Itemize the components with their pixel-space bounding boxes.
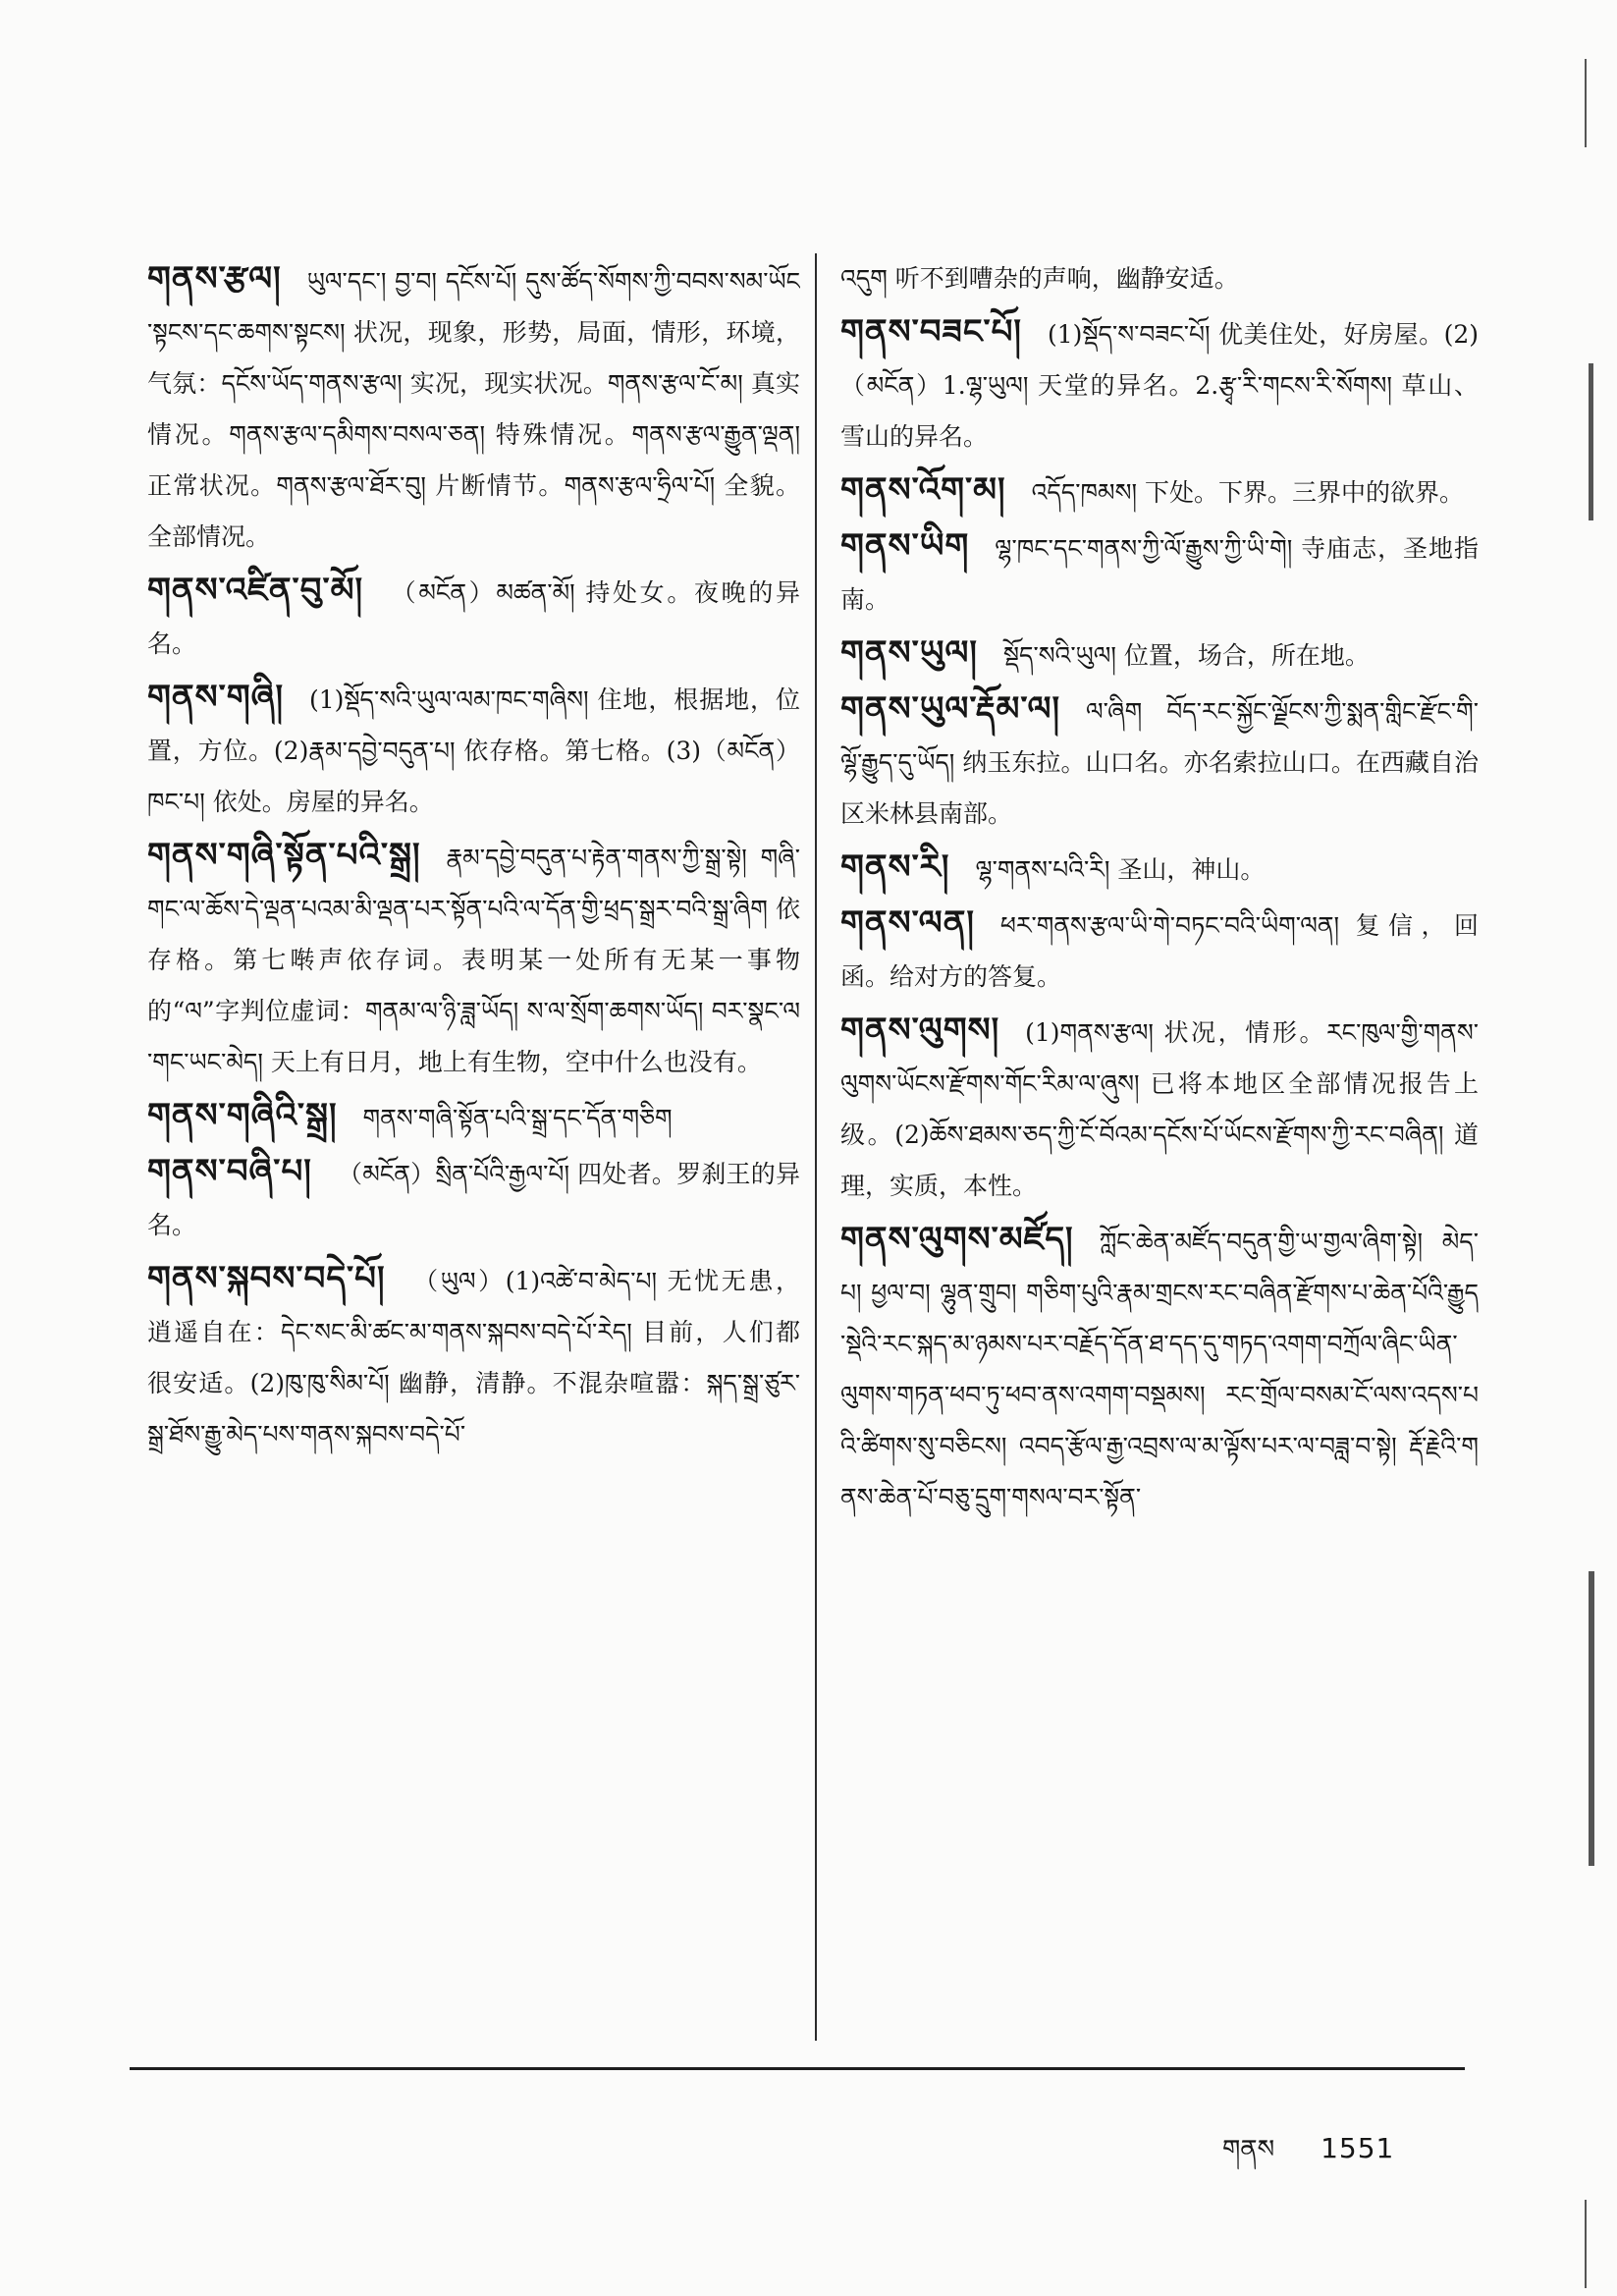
entry-definition: རྣམ་དབྱེ་བདུན་པ་རྟེན་གནས་ཀྱི་སྒྲ་སྟེ། གཞི་གང་ལ་ཆོས་དེ་ལྡན་པའམ་མི་ལྡན་པར་སྟོན་པའི་ལ་དོན་གྱི་ཕྲད་སྒྲར་བའི་སྒྲ་ཞིག 依存格。第七啭声依存词。表明某一处所有无某一事物的“ལ”字判位虚词：གནམ་ལ་ཉི་ཟླ་ཡོད། ས་ལ་སྲོག་ཆགས་ཡོད། བར་སྣང་ལ་གང་ཡང་མེད། 天上有日月，地上有生物，空中什么也没有。 bbox=[147, 844, 800, 1076]
entry-definition: ཕར་གནས་རྩལ་ཡི་གེ་བཏང་བའི་ཡིག་ལན། 复信，回函。给对方的答复。 bbox=[840, 911, 1479, 991]
page-footer bbox=[1222, 2121, 1394, 2193]
dictionary-entry bbox=[840, 1005, 1479, 1212]
dictionary-entry bbox=[840, 842, 1479, 896]
entry-definition: （མངོན）མཚན་མོ། 持处女。夜晚的异名。 bbox=[147, 578, 800, 658]
entry-headword: གནས་ཡིག bbox=[840, 526, 970, 566]
entry-definition: སྡོད་སའི་ཡུལ། 位置，场合，所在地。 bbox=[1002, 641, 1370, 670]
entry-headword: གནས་གཞིའི་སྒྲ། bbox=[147, 1096, 338, 1135]
entry-headword: གནས་ཡུལ། bbox=[840, 633, 978, 673]
continued-entry-text: འདུག 听不到嘈杂的声响，幽静安适。 bbox=[840, 264, 1239, 293]
entry-headword: གནས་ལུགས་མཛོད། bbox=[840, 1220, 1074, 1259]
dictionary-entry bbox=[840, 628, 1479, 682]
dictionary-entry bbox=[147, 830, 800, 1088]
entry-definition: ལྷ་གནས་པའི་རི། 圣山，神山。 bbox=[975, 855, 1266, 884]
dictionary-entry bbox=[147, 565, 800, 670]
entry-headword: གནས་གཞི་སྟོན་པའི་སྒྲ། bbox=[147, 836, 421, 875]
dictionary-entry bbox=[840, 306, 1479, 463]
entry-definition: （མངོན）སྲིན་པོའི་རྒྱལ་པོ། 四处者。罗刹王的异名。 bbox=[147, 1160, 800, 1239]
dictionary-entry bbox=[840, 520, 1479, 626]
entry-definition: འདོད་ཁམས། 下处。下界。三界中的欲界。 bbox=[1031, 478, 1464, 507]
page-number: 1551 bbox=[1321, 2132, 1395, 2164]
entry-definition: (1)གནས་རྩལ། 状况，情形。རང་ཁུལ་གྱི་གནས་ལུགས་ཡོངས་རྫོགས་གོང་རིམ་ལ་ཞུས། 已将本地区全部情况报告上级。(2)ཆོས་ཐམས་ཅད་ཀྱི་ངོ་བོའམ་དངོས་པོ་ཡོངས་རྫོགས་ཀྱི་རང་བཞིན། 道理，实质，本性。 bbox=[840, 1018, 1479, 1200]
entry-headword: གནས་ལུགས། bbox=[840, 1011, 1000, 1050]
dictionary-entry bbox=[840, 898, 1479, 1003]
entry-headword: གནས་འཛིན་བུ་མོ། bbox=[147, 571, 364, 610]
scan-edge-mark bbox=[1589, 363, 1593, 520]
entry-definition: （ཡུལ）(1)འཚེ་བ་མེད་པ། 无忧无患，逍遥自在：དེང་སང་མི་ཚང་མ་གནས་སྐབས་བདེ་པོ་རེད། 目前，人们都很安适。(2)ཁུ་ཁུ་སིམ་པོ། 幽静，清静。不混杂喧嚣：སྐད་སྒྲ་ཙུར་སྒྲ་ཐོས་རྒྱུ་མེད་པས་གནས་སྐབས་བདེ་པོ་ bbox=[147, 1267, 800, 1449]
scan-edge-mark bbox=[1585, 2200, 1587, 2288]
entry-definition: ཀློང་ཆེན་མཛོད་བདུན་གྱི་ཡ་གྱལ་ཞིག་སྟེ། མེད་པ། ཕྱལ་བ། ལྷུན་གྲུབ། གཅིག་པུའི་རྣམ་གྲངས་རང་བཞིན་རྫོགས་པ་ཆེན་པོའི་རྒྱུད་སྡེའི་རང་སྐད་མ་ཉམས་པར་བརྗོད་དོན་ཐ་དད་དུ་གཏད་འགག་བཀྲོལ་ཞིང་ཡིན་ལུགས་གཏན་ཕབ་ཏུ་ཕབ་ནས་འགག་བསྡམས། རང་གྲོལ་བསམ་ངོ་ལས་འདས་པའི་ཚིགས་སུ་བཅིངས། འབད་རྩོལ་རྒྱ་འབྲས་ལ་མ་ལྟོས་པར་ལ་བཟླ་བ་སྟེ། རྡོ་རྗེའི་གནས་ཆེན་པོ་བཅུ་དྲུག་གསལ་བར་སྟོན་ bbox=[840, 1228, 1479, 1511]
dictionary-entry bbox=[147, 1253, 800, 1460]
dictionary-entry bbox=[147, 253, 800, 563]
dictionary-entry bbox=[840, 1214, 1479, 1523]
dictionary-entry bbox=[840, 683, 1479, 840]
right-column bbox=[840, 253, 1479, 2021]
entry-headword: གནས་འོག་མ། bbox=[840, 470, 1006, 510]
entry-headword: གནས་ལན། bbox=[840, 903, 975, 943]
entry-definition: གནས་གཞི་སྟོན་པའི་སྒྲ་དང་དོན་གཅིག bbox=[362, 1104, 673, 1132]
entry-headword: གནས་རྩལ། bbox=[147, 259, 282, 299]
dictionary-entry bbox=[147, 672, 800, 828]
dictionary-entry bbox=[840, 465, 1479, 519]
entry-definition: (1)སྡོད་སའི་ཡུལ་ལམ་ཁང་གཞིས། 住地，根据地，位置，方位。(2)རྣམ་དབྱེ་བདུན་པ། 依存格。第七格。(3)（མངོན）ཁང་པ། 依处。房屋的异名。 bbox=[147, 685, 800, 816]
dictionary-entry bbox=[147, 1146, 800, 1251]
entry-headword: གནས་བཟང་པོ། bbox=[840, 312, 1022, 352]
entry-definition: (1)སྡོད་ས་བཟང་པོ། 优美住处，好房屋。(2)（མངོན）1.ལྷ་ཡུལ། 天堂的异名。2.རྩྭ་རི་གངས་རི་སོགས། 草山、雪山的异名。 bbox=[840, 320, 1479, 451]
right-entries bbox=[840, 306, 1479, 1523]
footer-rule bbox=[130, 2067, 1465, 2070]
entry-definition: ལྷ་ཁང་དང་གནས་ཀྱི་ལོ་རྒྱུས་ཀྱི་ཡི་གེ། 寺庙志，圣地指南。 bbox=[840, 534, 1479, 614]
entry-definition: ཡུལ་དང་། བྱ་བ། དངོས་པོ། དུས་ཚོད་སོགས་ཀྱི་བབས་སམ་ཡོང་སྟངས་དང་ཆགས་སྟངས། 状况，现象，形势，局面，情形，环境，气氛：དངོས་ཡོད་གནས་རྩལ། 实况，现实状况。གནས་རྩལ་ངོ་མ། 真实情况。གནས་རྩལ་དམིགས་བསལ་ཅན། 特殊情况。གནས་རྩལ་རྒྱུན་ལྡན། 正常状况。གནས་རྩལ་ཐོར་བུ། 片断情节。གནས་རྩལ་ཧྲིལ་པོ། 全貌。全部情况。 bbox=[147, 267, 800, 551]
left-column bbox=[147, 253, 800, 2021]
entry-headword: གནས་བཞི་པ། bbox=[147, 1152, 312, 1191]
scan-edge-mark bbox=[1589, 1571, 1594, 1866]
entry-definition: ལ་ཞིག བོད་རང་སྐྱོང་ལྗོངས་ཀྱི་སྨན་གླིང་རྫོང་གི་ལྷོ་རྒྱུད་དུ་ཡོད། 纳玉东拉。山口名。亦名索拉山口。在西藏自治区米林县南部。 bbox=[840, 697, 1479, 828]
dictionary-entry bbox=[147, 1090, 800, 1144]
entry-headword: གནས་རི། bbox=[840, 847, 950, 887]
running-head-word: གནས bbox=[1222, 2135, 1275, 2164]
entry-headword: གནས་གཞི། bbox=[147, 678, 284, 717]
column-divider bbox=[815, 253, 817, 2041]
entry-headword: གནས་ཡུལ་རྡོམ་ལ། bbox=[840, 689, 1061, 729]
scan-edge-mark bbox=[1585, 59, 1587, 147]
entry-headword: གནས་སྐབས་བདེ་པོ། bbox=[147, 1259, 386, 1298]
